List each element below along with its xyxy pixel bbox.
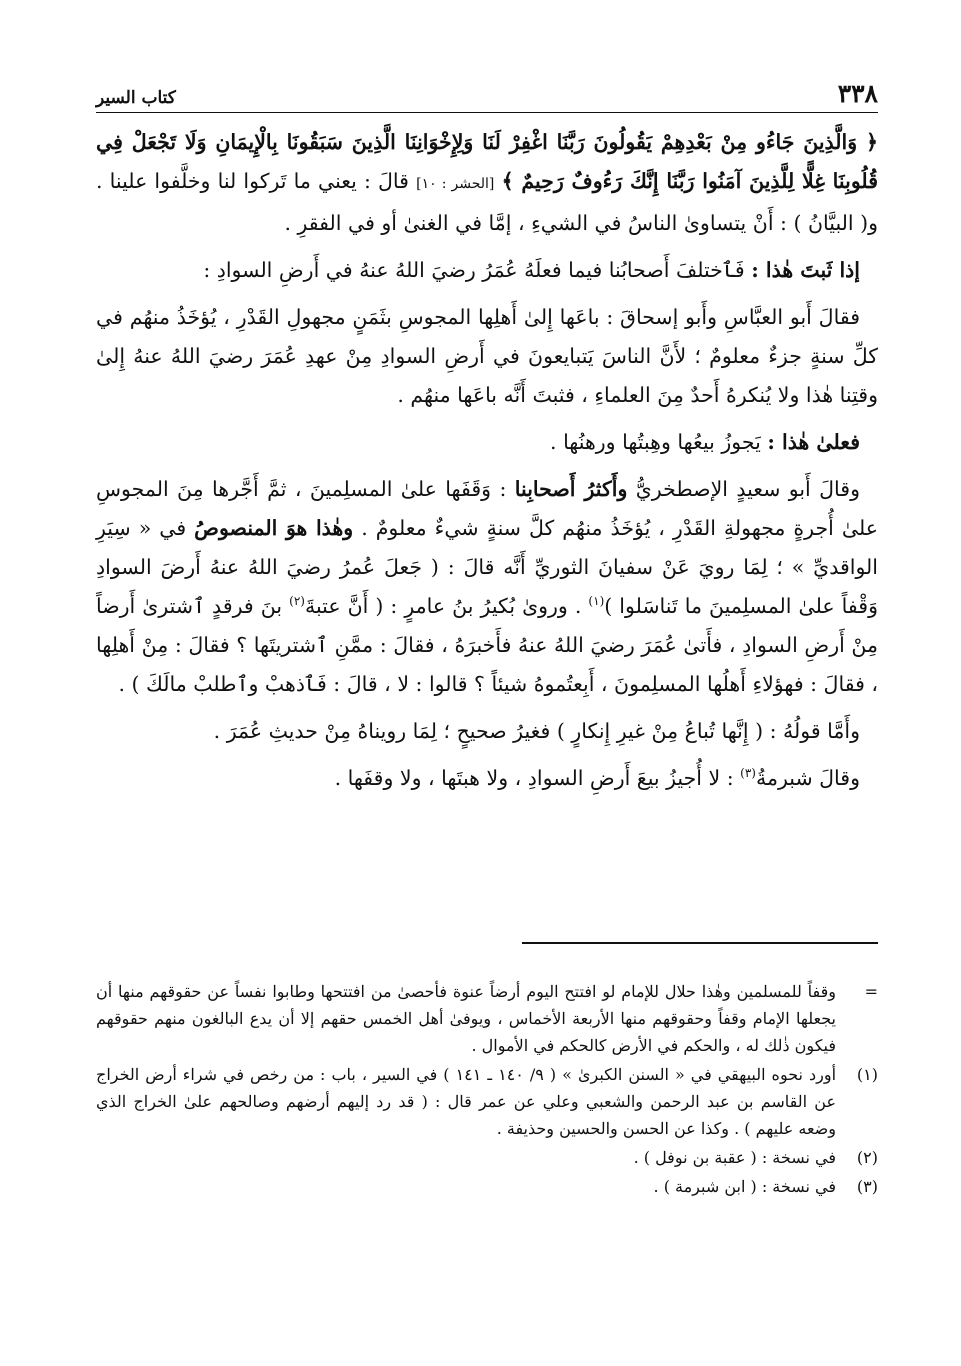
footnote-1 bbox=[96, 1061, 878, 1142]
emphasis-text: وهٰذا هوَ المنصوصُ bbox=[194, 516, 354, 540]
footnote-marker: = bbox=[864, 982, 878, 1001]
verse-citation: [الحشر : ١٠] bbox=[416, 176, 495, 192]
footnote-text: وقفاً للمسلمين وهٰذا حلال للإمام لو افتتح اليوم أرضاً عنوة فأحصىٰ من افتتحها وطابوا نفساً عن حقوقهم منها أن يجعلها الإمام وقفاً وحقوقهم منها الأربعة الأخماس ، ويوفىٰ أهل الخمس حقهم إلا أن يدع البالغون منهم حقوقهم فيكون ذٰلك له ، والحكم في الأرض كالحكم في الأموال . bbox=[96, 982, 836, 1055]
paragraph-2 bbox=[96, 251, 878, 290]
paragraph-lead: فعلىٰ هٰذا : bbox=[767, 430, 860, 454]
paragraph-text: فَٱختلفَ أَصحابُنا فيما فعلَهُ عُمَرُ رضيَ اللهُ عنهُ في أَرضِ السوادِ : bbox=[203, 258, 745, 282]
footnote-continuation bbox=[96, 978, 878, 1059]
emphasis-text: وأَكثرُ أَصحابِنا bbox=[514, 477, 628, 501]
running-title: كتاب السير bbox=[96, 88, 176, 108]
footnote-marker: (١) bbox=[856, 1065, 878, 1084]
book-page bbox=[96, 78, 878, 1308]
footnote-text: أورد نحوه البيهقي في « السنن الكبرىٰ » ( ٩/ ١٤٠ ـ ١٤١ ) في السير ، باب : من رخص في شراء أرض الخراج عن القاسم بن عبد الرحمن والشعبي وعلي عن عمر قال : ( قد رد إليهم أرضهم وصالحهم علىٰ الخراج الذي وضعه عليهم ) . وكذا عن الحسن والحسين وحذيفة . bbox=[96, 1065, 837, 1138]
paragraph-6 bbox=[96, 712, 878, 751]
page-number: ٣٣٨ bbox=[837, 79, 878, 108]
footnote-marker: (٢) bbox=[856, 1148, 878, 1167]
footnote-text: في نسخة : ( ابن شبرمة ) . bbox=[653, 1177, 836, 1196]
paragraph-5 bbox=[96, 470, 878, 704]
paragraph-text: وقالَ أَبو سعيدٍ الإصطخريُّ bbox=[635, 477, 860, 501]
footnote-ref-3[interactable]: (٣) bbox=[740, 766, 756, 781]
footnote-text: في نسخة : ( عقبة بن نوفل ) . bbox=[633, 1148, 836, 1167]
paragraph-text: يَجوزُ بيعُها وهِبتُها ورهنُها . bbox=[550, 430, 761, 454]
page-header bbox=[96, 78, 878, 113]
paragraph-text: في « سِيَرِ الواقديِّ » ؛ لِمَا رويَ عَنْ سفيانَ الثوريِّ أَنَّه قالَ : ( جَعلَ عُمرُ رضيَ اللهُ عنهُ أَرضَ السوادِ وَقْفاً علىٰ المسلِمينَ ما تَناسَلوا ) bbox=[96, 516, 878, 618]
footnote-marker: (٣) bbox=[856, 1177, 878, 1196]
paragraph-text: وقالَ شبرمةُ bbox=[755, 766, 860, 790]
footnote-ref-2[interactable]: (٢) bbox=[289, 594, 305, 609]
paragraph-text: : لا أُجيزُ بيعَ أَرضِ السوادِ ، ولا هبتَها ، ولا وقفَها . bbox=[334, 766, 734, 790]
paragraph-3 bbox=[96, 298, 878, 415]
footnote-divider bbox=[522, 942, 878, 944]
paragraph-7 bbox=[96, 759, 878, 798]
paragraph-text: : وَقَفَها علىٰ المسلِمينَ ، ثمَّ أَجَّرها مِنَ المجوسِ علىٰ أُجرةٍ مجهولةِ القَدْرِ ، يُؤخَذُ منهُم كلَّ سنةٍ شيءٌ معلومٌ . bbox=[96, 477, 878, 540]
paragraph-text: قالَ : يعني ما تَركوا لنا وخلَّفوا علينا . و( البيَّانُ ) : أَنْ يتساوىٰ الناسُ في الشيءِ ، إمَّا في الغنىٰ أو في الفقرِ . bbox=[96, 169, 878, 235]
paragraph-text: بنَ فرقدٍ ٱشترىٰ أَرضاً مِنْ أَرضِ السوادِ ، فأَتىٰ عُمَرَ رضيَ اللهُ عنهُ فأَخبرَهُ ، فقالَ : ممَّنِ ٱشتريتَها ؟ فقالَ : مِنْ أَهلِها ، فقالَ : فهؤلاءِ أَهلُها المسلِمونَ ، أَبِعتُموهُ شيئاً ؟ قالوا : لا ، قالَ : فَٱذهبْ وٱطلبْ مالَكَ ) . bbox=[96, 594, 878, 696]
footnote-ref-1[interactable]: (١) bbox=[588, 594, 605, 609]
paragraph-4 bbox=[96, 423, 878, 462]
main-text bbox=[96, 123, 878, 798]
paragraph-text: وأَمَّا قولُهُ : ( إِنَّها تُباعُ مِنْ غيرِ إِنكارٍ ) فغيرُ صحيحٍ ؛ لِمَا رويناهُ مِنْ حديثِ عُمَرَ . bbox=[213, 719, 860, 743]
paragraph-text: فقالَ أَبو العبَّاسِ وأَبو إسحاقَ : باعَها إِلىٰ أَهلِها المجوسِ بثَمَنٍ مجهولِ القَدْرِ ، يُؤخَذُ منهُم في كلِّ سنةٍ جزءٌ معلومٌ ؛ لأَنَّ الناسَ يَتبايعونَ في أَرضِ السوادِ مِنْ عهدِ عُمَرَ رضيَ اللهُ عنهُ إِلىٰ وقتِنا هٰذا ولا يُنكرهُ أَحدٌ مِنَ العلماءِ ، فثبتَ أَنَّه باعَها منهُم . bbox=[96, 305, 878, 407]
paragraph-quran-verse bbox=[96, 123, 878, 243]
quran-verse: ﴿ وَالَّذِينَ جَاءُو مِنْ بَعْدِهِمْ يَقُولُونَ رَبَّنَا اغْفِرْ لَنَا وَلِإِخْوَانِنَا الَّذِينَ سَبَقُونَا بِالْإِيمَانِ وَلَا تَجْعَلْ فِي قُلُوبِنَا غِلًّا لِلَّذِينَ آمَنُوا رَبَّنَا إِنَّكَ رَءُوفٌ رَحِيمٌ ﴾ bbox=[96, 130, 878, 193]
footnotes bbox=[96, 978, 878, 1202]
footnote-3 bbox=[96, 1173, 878, 1200]
paragraph-lead: إذا ثَبتَ هٰذا : bbox=[751, 258, 860, 282]
footnote-2 bbox=[96, 1144, 878, 1171]
paragraph-text: . ورویٰ بُكيرُ بنُ عامرٍ : ( أَنَّ عتبةَ bbox=[304, 594, 582, 618]
